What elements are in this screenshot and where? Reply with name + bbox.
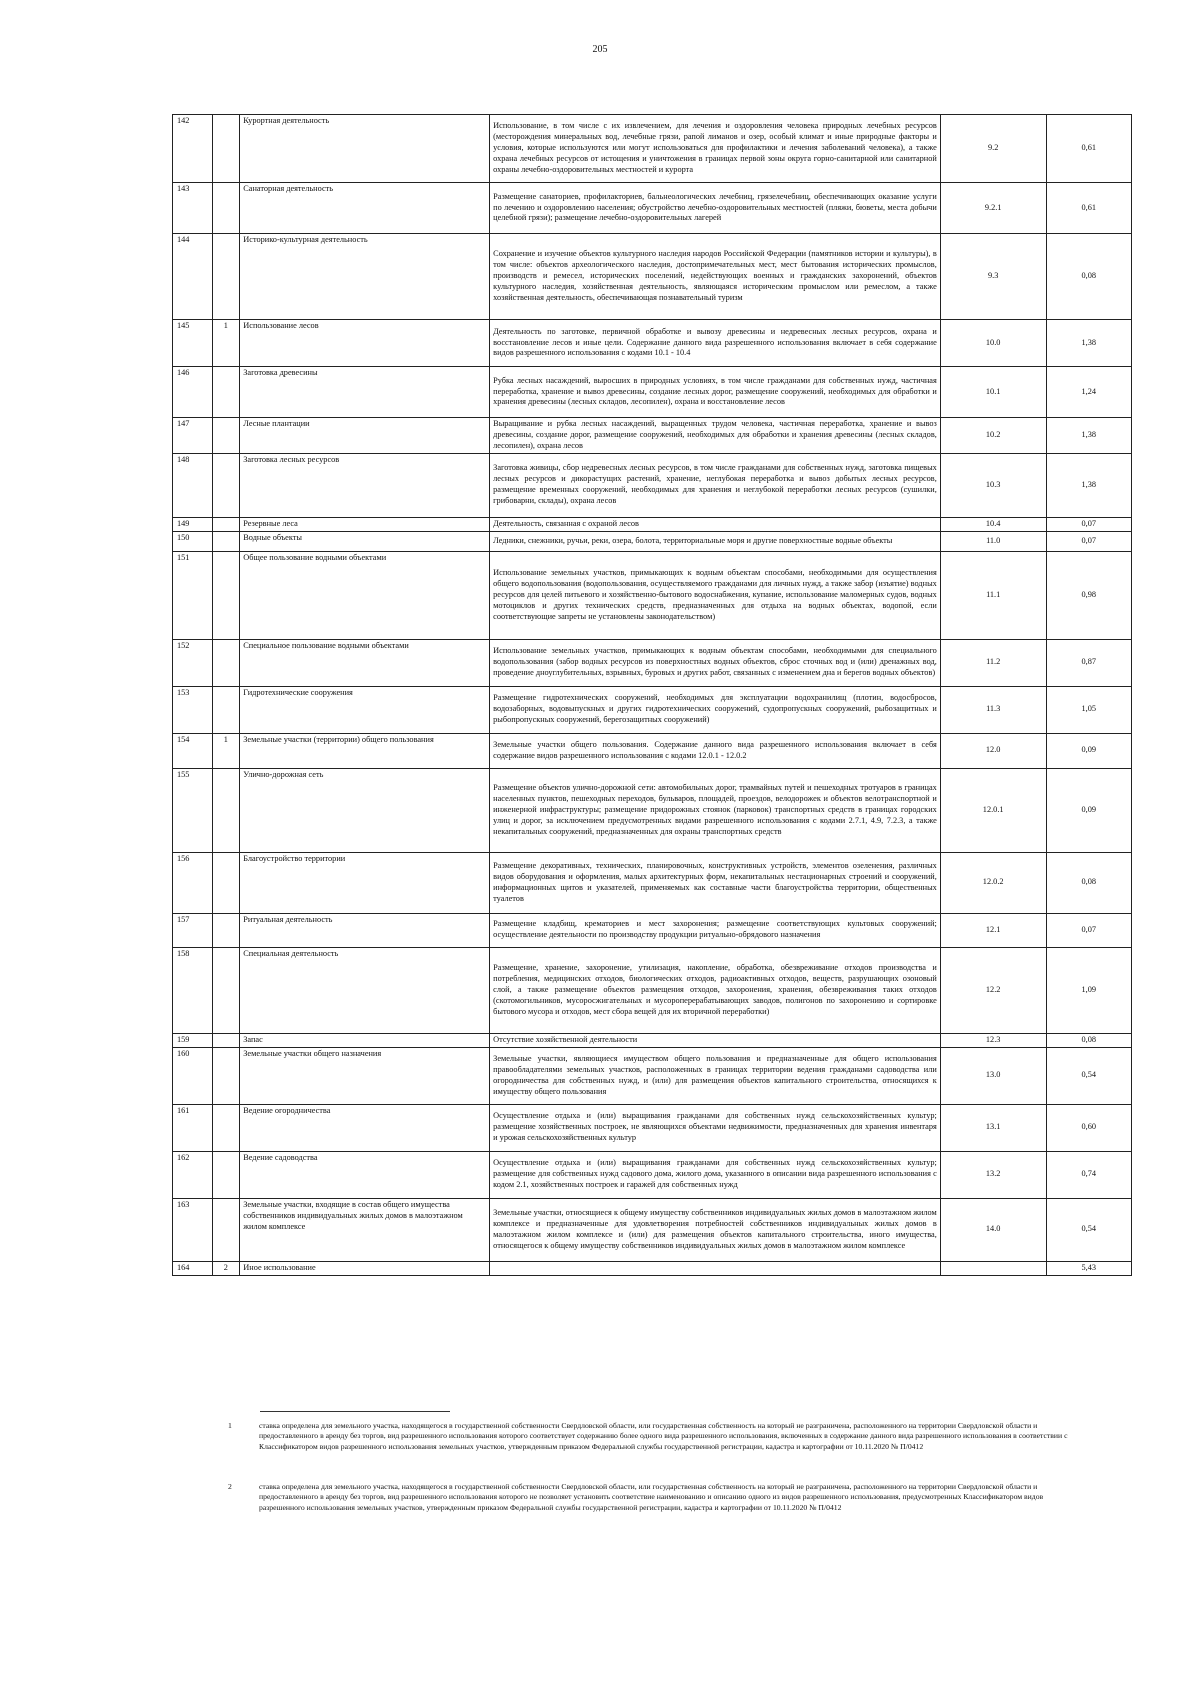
footnote-ref: 2 — [212, 1261, 240, 1275]
classifier-code — [940, 1261, 1046, 1275]
use-type-description: Сохранение и изучение объектов культурного наследия народов Российской Федерации (памятников истории и культуры), в том числе: объектов археологического наследия, достопримечательных мест, мест бытования исторических промыслов, производств и ремесел, исторических поселений, недействующих военных и гражданских захоронений, объектов культурного наследия, хозяйственная деятельность, являющаяся историческим промыслом или ремеслом, а также хозяйственная деятельность, обеспечивающая познавательный туризм — [490, 234, 941, 320]
row-number: 159 — [173, 1033, 213, 1047]
footnote-ref: 1 — [212, 320, 240, 367]
footnote — [228, 1482, 1078, 1513]
use-type-description: Использование земельных участков, примыкающих к водным объектам способами, необходимыми для специального водопользования (забор водных ресурсов из поверхностных водных объектов, сброс сточных вод и (или) дренажных вод, проведение дноуглубительных, взрывных, буровых и других работ, связанных с изменением дна и берегов водных объектов) — [490, 639, 941, 686]
use-type-description: Использование земельных участков, примыкающих к водным объектам способами, необходимыми для осуществления общего водопользования (водопользования, осуществляемого гражданами для личных нужд, а также забор (изъятие) водных ресурсов для целей питьевого и хозяйственно-бытового водоснабжения, купание, использование маломерных судов, водных мотоциклов и других технических средств, предназначенных для отдыха на водных объектах, водопой, если соответствующие запреты не установлены законодательством) — [490, 551, 941, 639]
row-number: 158 — [173, 947, 213, 1033]
footnote-ref — [212, 1151, 240, 1198]
row-number: 156 — [173, 852, 213, 913]
row-number: 164 — [173, 1261, 213, 1275]
use-type-name: Санаторная деятельность — [240, 183, 490, 234]
table-row — [173, 453, 1132, 517]
use-type-description: Осуществление отдыха и (или) выращивания гражданами для собственных нужд сельскохозяйственных культур; размещение хозяйственных построек, не являющихся объектами недвижимости, предназначенных для хранения инвентаря и урожая сельскохозяйственных культур — [490, 1104, 941, 1151]
use-type-name: Ведение садоводства — [240, 1151, 490, 1198]
row-number: 154 — [173, 733, 213, 768]
table-row — [173, 234, 1132, 320]
row-number: 147 — [173, 418, 213, 454]
table-row — [173, 1151, 1132, 1198]
classifier-code: 10.0 — [940, 320, 1046, 367]
rate-value: 5,43 — [1046, 1261, 1131, 1275]
use-type-name: Историко-культурная деятельность — [240, 234, 490, 320]
classifier-code: 13.2 — [940, 1151, 1046, 1198]
footnote-ref — [212, 1033, 240, 1047]
table-row — [173, 1047, 1132, 1104]
footnote-ref — [212, 531, 240, 551]
footnote-ref — [212, 115, 240, 183]
rate-value: 0,60 — [1046, 1104, 1131, 1151]
row-number: 153 — [173, 686, 213, 733]
classifier-code: 9.2.1 — [940, 183, 1046, 234]
footnote — [228, 1421, 1078, 1452]
rate-value: 1,09 — [1046, 947, 1131, 1033]
use-type-description: Использование, в том числе с их извлечением, для лечения и оздоровления человека природных лечебных ресурсов (месторождения минеральных вод, лечебные грязи, рапой лиманов и озер, особый климат и иные природные факторы и условия, которые используются или могут использоваться для профилактики и лечения заболеваний человека), а также охрана лечебных ресурсов от истощения и уничтожения в границах первой зоны округа горно-санитарной или санитарной охраны лечебно-оздоровительных местностей и курорта — [490, 115, 941, 183]
row-number: 144 — [173, 234, 213, 320]
table-row — [173, 531, 1132, 551]
footnote-mark: 2 — [228, 1481, 232, 1491]
use-type-name: Заготовка древесины — [240, 367, 490, 418]
use-type-description: Размещение, хранение, захоронение, утилизация, накопление, обработка, обезвреживание отходов производства и потребления, медицинских отходов, биологических отходов, радиоактивных отходов, веществ, разрушающих озоновый слой, а также размещение объектов размещения отходов, захоронения, хранения, обезвреживания таких отходов (скотомогильников, мусоросжигательных и мусороперерабатывающих заводов, полигонов по захоронению и сортировке бытового мусора и отходов, мест сбора вещей для их вторичной переработки) — [490, 947, 941, 1033]
table-row — [173, 115, 1132, 183]
use-type-name: Земельные участки, входящие в состав общего имущества собственников индивидуальных жилых домов в малоэтажном жилом комплексе — [240, 1198, 490, 1261]
table-row — [173, 1033, 1132, 1047]
table-row — [173, 1198, 1132, 1261]
table-row — [173, 517, 1132, 531]
use-type-name: Ведение огородничества — [240, 1104, 490, 1151]
footnote-ref: 1 — [212, 733, 240, 768]
rate-value: 0,07 — [1046, 531, 1131, 551]
rate-value: 0,08 — [1046, 852, 1131, 913]
table-row — [173, 768, 1132, 852]
use-type-description: Размещение гидротехнических сооружений, необходимых для эксплуатации водохранилищ (плотин, водосбросов, водозаборных, водовыпускных и других гидротехнических сооружений, судопропускных сооружений, рыбозащитных и рыбопропускных сооружений, берегозащитных сооружений) — [490, 686, 941, 733]
use-type-name: Специальная деятельность — [240, 947, 490, 1033]
rate-value: 0,61 — [1046, 115, 1131, 183]
rate-value: 1,05 — [1046, 686, 1131, 733]
use-type-name: Использование лесов — [240, 320, 490, 367]
use-type-name: Специальное пользование водными объектами — [240, 639, 490, 686]
row-number: 145 — [173, 320, 213, 367]
table-row — [173, 320, 1132, 367]
rate-value: 0,08 — [1046, 1033, 1131, 1047]
row-number: 152 — [173, 639, 213, 686]
use-type-name: Общее пользование водными объектами — [240, 551, 490, 639]
footnote-text: ставка определена для земельного участка, находящегося в государственной собственности Свердловской области, или государственная собственность на который не разграничена, расположенного на территории Свердловской области и предоставленного в аренду без торгов, вид разрешенного использования которого не позволяет установить соответствие наименованию и описанию одного из видов разрешенного использования, предусмотренных Классификатором видов разрешенного использования земельных участков, утвержденным приказом Федеральной службы государственной регистрации, кадастра и картографии от 10.11.2020 № П/0412 — [259, 1481, 1044, 1512]
use-type-name: Запас — [240, 1033, 490, 1047]
table-row — [173, 1261, 1132, 1275]
use-type-description: Деятельность по заготовке, первичной обработке и вывозу древесины и недревесных лесных ресурсов, охрана и восстановление лесов и иные цели. Содержание данного вида разрешенного использования включает в себя содержание видов разрешенного использования с кодами 10.1 - 10.4 — [490, 320, 941, 367]
rate-value: 1,38 — [1046, 320, 1131, 367]
row-number: 146 — [173, 367, 213, 418]
classifier-code: 11.0 — [940, 531, 1046, 551]
classifier-code: 12.0.2 — [940, 852, 1046, 913]
use-type-name: Ритуальная деятельность — [240, 913, 490, 947]
rate-value: 0,54 — [1046, 1198, 1131, 1261]
row-number: 157 — [173, 913, 213, 947]
use-type-description: Осуществление отдыха и (или) выращивания гражданами для собственных нужд сельскохозяйственных культур; размещение для собственных нужд садового дома, жилого дома, указанного в описании вида разрешенного использования с кодом 2.1, хозяйственных построек и гаражей для собственных нужд — [490, 1151, 941, 1198]
row-number: 151 — [173, 551, 213, 639]
footnote-mark: 1 — [228, 1421, 232, 1430]
footnote-ref — [212, 913, 240, 947]
use-type-name: Заготовка лесных ресурсов — [240, 453, 490, 517]
classifier-code: 9.3 — [940, 234, 1046, 320]
rate-value: 1,38 — [1046, 418, 1131, 454]
rate-value: 0,98 — [1046, 551, 1131, 639]
rate-value: 1,38 — [1046, 453, 1131, 517]
footnote-ref — [212, 234, 240, 320]
use-type-description — [490, 1261, 941, 1275]
table-row — [173, 551, 1132, 639]
classifier-code: 12.3 — [940, 1033, 1046, 1047]
use-type-description: Рубка лесных насаждений, выросших в природных условиях, в том числе гражданами для собственных нужд, частичная переработка, хранение и вывоз древесины, создание лесных дорог, размещение сооружений, необходимых для обработки и хранения древесины (лесных складов, лесопилен), охрана и восстановление лесов — [490, 367, 941, 418]
table-row — [173, 686, 1132, 733]
footnote-text: ставка определена для земельного участка, находящегося в государственной собственности Свердловской области, или государственная собственность на который не разграничена, расположенного на территории Свердловской области и предоставленного в аренду без торгов, вид разрешенного использования которого соответствует содержанию более одного вида разрешенного использования, включенных в содержание данного вида разрешенного использования в соответствии с Классификатором видов разрешенного использования земельных участков, утвержденным приказом Федеральной службы государственной регистрации, кадастра и картографии от 10.11.2020 № П/0412 — [259, 1421, 1068, 1451]
use-type-description: Земельные участки, являющиеся имуществом общего пользования и предназначенные для общего использования правообладателями земельных участков, расположенных в границах территории ведения гражданами садоводства или огородничества для собственных нужд, и (или) для размещения объектов капитального строительства, относящихся к имуществу общего пользования — [490, 1047, 941, 1104]
footnote-ref — [212, 517, 240, 531]
rate-value: 1,24 — [1046, 367, 1131, 418]
classifier-code: 12.1 — [940, 913, 1046, 947]
table-row — [173, 852, 1132, 913]
table-row — [173, 639, 1132, 686]
row-number: 163 — [173, 1198, 213, 1261]
use-type-name: Земельные участки общего назначения — [240, 1047, 490, 1104]
use-type-description: Деятельность, связанная с охраной лесов — [490, 517, 941, 531]
rate-value: 0,09 — [1046, 768, 1131, 852]
use-type-name: Иное использование — [240, 1261, 490, 1275]
classifier-code: 10.1 — [940, 367, 1046, 418]
table-row — [173, 733, 1132, 768]
use-type-description: Земельные участки общего пользования. Содержание данного вида разрешенного использования включает в себя содержание видов разрешенного использования с кодами 12.0.1 - 12.0.2 — [490, 733, 941, 768]
footnote-ref — [212, 1104, 240, 1151]
page-number: 205 — [592, 44, 608, 55]
use-type-name: Лесные плантации — [240, 418, 490, 454]
row-number: 149 — [173, 517, 213, 531]
rate-value: 0,74 — [1046, 1151, 1131, 1198]
use-type-name: Благоустройство территории — [240, 852, 490, 913]
row-number: 162 — [173, 1151, 213, 1198]
footnote-ref — [212, 367, 240, 418]
row-number: 160 — [173, 1047, 213, 1104]
use-type-description: Отсутствие хозяйственной деятельности — [490, 1033, 941, 1047]
footnote-ref — [212, 1198, 240, 1261]
footnote-ref — [212, 418, 240, 454]
row-number: 142 — [173, 115, 213, 183]
use-type-description: Ледники, снежники, ручьи, реки, озера, болота, территориальные моря и другие поверхностные водные объекты — [490, 531, 941, 551]
classifier-code: 13.1 — [940, 1104, 1046, 1151]
classifier-code: 11.1 — [940, 551, 1046, 639]
table-row — [173, 947, 1132, 1033]
table-body — [173, 115, 1132, 1276]
classifier-code: 11.2 — [940, 639, 1046, 686]
footnotes — [228, 1421, 1078, 1543]
classifier-code: 14.0 — [940, 1198, 1046, 1261]
use-type-description: Размещение кладбищ, крематориев и мест захоронения; размещение соответствующих культовых сооружений; осуществление деятельности по производству продукции ритуально-обрядового назначения — [490, 913, 941, 947]
rate-value: 0,07 — [1046, 517, 1131, 531]
classifier-code: 10.2 — [940, 418, 1046, 454]
rate-value: 0,87 — [1046, 639, 1131, 686]
classifier-code: 9.2 — [940, 115, 1046, 183]
use-type-name: Гидротехнические сооружения — [240, 686, 490, 733]
footnote-ref — [212, 686, 240, 733]
table-row — [173, 367, 1132, 418]
land-use-rates-table — [172, 114, 1132, 1276]
rate-value: 0,08 — [1046, 234, 1131, 320]
classifier-code: 13.0 — [940, 1047, 1046, 1104]
use-type-name: Курортная деятельность — [240, 115, 490, 183]
table-row — [173, 1104, 1132, 1151]
classifier-code: 12.2 — [940, 947, 1046, 1033]
classifier-code: 11.3 — [940, 686, 1046, 733]
row-number: 150 — [173, 531, 213, 551]
footnote-ref — [212, 768, 240, 852]
use-type-description: Размещение санаториев, профилакториев, бальнеологических лечебниц, грязелечебниц, обеспечивающих оказание услуги по лечению и оздоровлению населения; обустройство лечебно-оздоровительных местностей (пляжи, бюветы, места добычи целебной грязи); размещение лечебно-оздоровительных лагерей — [490, 183, 941, 234]
table-row — [173, 418, 1132, 454]
rate-value: 0,61 — [1046, 183, 1131, 234]
use-type-description: Земельные участки, относящиеся к общему имуществу собственников индивидуальных жилых домов в малоэтажном жилом комплексе и предназначенные для удовлетворения потребностей собственников индивидуальных жилых домов в малоэтажном жилом комплексе и (или) для размещения объектов капитального строительства, иного имущества, относящегося к общему имуществу собственников индивидуальных жилых домов в малоэтажном жилом комплексе — [490, 1198, 941, 1261]
rate-value: 0,54 — [1046, 1047, 1131, 1104]
use-type-description: Размещение объектов улично-дорожной сети: автомобильных дорог, трамвайных путей и пешеходных тротуаров в границах населенных пунктов, пешеходных переходов, бульваров, площадей, проездов, велодорожек и объектов велотранспортной и инженерной инфраструктуры; размещение придорожных стоянок (парковок) транспортных средств в границах городских улиц и дорог, за исключением предусмотренных видами разрешенного использования с кодами 2.7.1, 4.9, 7.2.3, а также некапитальных сооружений, предназначенных для охраны транспортных средств — [490, 768, 941, 852]
use-type-description: Заготовка живицы, сбор недревесных лесных ресурсов, в том числе гражданами для собственных нужд, заготовка пищевых лесных ресурсов и дикорастущих растений, хранение, неглубокая переработка и вывоз добытых лесных ресурсов, размещение временных сооружений, необходимых для хранения и неглубокой переработки лесных ресурсов (сушилки, грибоварни, склады), охрана лесов — [490, 453, 941, 517]
classifier-code: 12.0 — [940, 733, 1046, 768]
classifier-code: 12.0.1 — [940, 768, 1046, 852]
footnote-ref — [212, 947, 240, 1033]
footnote-ref — [212, 551, 240, 639]
use-type-name: Резервные леса — [240, 517, 490, 531]
footnote-ref — [212, 183, 240, 234]
footnote-ref — [212, 852, 240, 913]
use-type-description: Выращивание и рубка лесных насаждений, выращенных трудом человека, частичная переработка, хранение и вывоз древесины, создание дорог, размещение сооружений, необходимых для обработки и хранения древесины (лесных складов, лесопилен), охрана лесов — [490, 418, 941, 454]
classifier-code: 10.4 — [940, 517, 1046, 531]
footnote-ref — [212, 1047, 240, 1104]
footnote-separator — [260, 1411, 450, 1412]
table-row — [173, 913, 1132, 947]
rate-value: 0,07 — [1046, 913, 1131, 947]
row-number: 161 — [173, 1104, 213, 1151]
row-number: 155 — [173, 768, 213, 852]
classifier-code: 10.3 — [940, 453, 1046, 517]
row-number: 148 — [173, 453, 213, 517]
row-number: 143 — [173, 183, 213, 234]
footnote-ref — [212, 639, 240, 686]
rate-value: 0,09 — [1046, 733, 1131, 768]
use-type-name: Улично-дорожная сеть — [240, 768, 490, 852]
use-type-description: Размещение декоративных, технических, планировочных, конструктивных устройств, элементов озеленения, различных видов оборудования и оформления, малых архитектурных форм, некапитальных нестационарных строений и сооружений, информационных щитов и указателей, применяемых как составные части благоустройства территории, общественных туалетов — [490, 852, 941, 913]
footnote-ref — [212, 453, 240, 517]
use-type-name: Водные объекты — [240, 531, 490, 551]
table-row — [173, 183, 1132, 234]
use-type-name: Земельные участки (территории) общего пользования — [240, 733, 490, 768]
